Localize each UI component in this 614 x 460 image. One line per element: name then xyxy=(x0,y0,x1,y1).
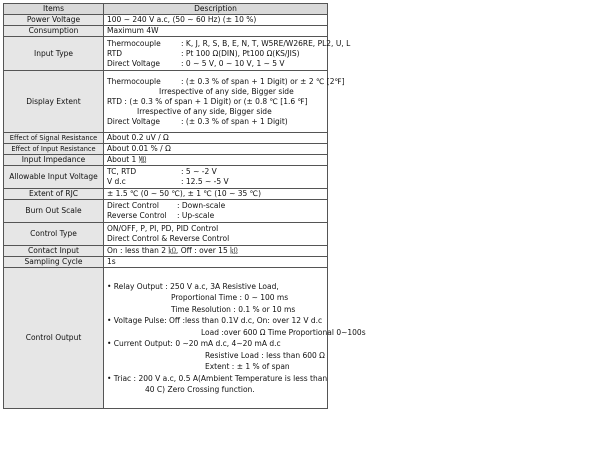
table-row xyxy=(4,257,328,268)
burnout-key: Reverse Control xyxy=(107,211,167,220)
signal-resistance-label: Effect of Signal Resistance xyxy=(4,133,104,144)
consumption-value: Maximum 4W xyxy=(104,26,328,37)
relay-output-line: • Relay Output : 250 V a.c, 3A Resistive Load, xyxy=(107,281,279,291)
contact-input-label: Contact Input xyxy=(4,246,104,257)
relay-output-line: Proportional Time : 0 ~ 100 ms xyxy=(171,293,289,302)
display-extent-value xyxy=(104,71,345,133)
table-row xyxy=(4,189,328,200)
allowable-key: V d.c xyxy=(107,177,126,186)
control-type-line: ON/OFF, P, PI, PD, PID Control xyxy=(107,224,219,233)
control-output-value xyxy=(104,268,366,409)
allowable-key: TC, RTD xyxy=(107,167,137,176)
input-impedance-value: About 1 ㏁ xyxy=(104,155,328,166)
table-row xyxy=(4,26,328,37)
table-row xyxy=(4,71,328,133)
allowable-voltage-label: Allowable Input Voltage xyxy=(4,166,104,189)
triac-line: 40 C) Zero Crossing function. xyxy=(145,385,255,394)
header-row xyxy=(4,4,328,15)
allowable-val: : 5 ~ -2 V xyxy=(181,167,217,176)
control-type-line: Direct Control & Reverse Control xyxy=(107,234,230,243)
table-row xyxy=(4,200,328,223)
input-type-val: : K, J, R, S, B, E, N, T, W5RE/W26RE, PL2, U, L xyxy=(181,38,351,48)
input-type-key: Direct Voltage xyxy=(107,58,160,68)
input-impedance-label: Input Impedance xyxy=(4,155,104,166)
items-header: Items xyxy=(4,4,104,15)
relay-output-line: Time Resolution : 0.1 % or 10 ms xyxy=(171,304,296,314)
control-type-label: Control Type xyxy=(4,223,104,246)
current-output-line: • Current Output: 0 ~20 mA d.c, 4~20 mA d.c xyxy=(107,339,281,348)
signal-resistance-value: About 0.2 uV / Ω xyxy=(104,133,328,144)
power-voltage-label: Power Voltage xyxy=(4,15,104,26)
consumption-label: Consumption xyxy=(4,26,104,37)
table-row xyxy=(4,246,328,257)
rjc-value: ± 1.5 ℃ (0 ~ 50 ℃), ± 1 ℃ (10 ~ 35 ℃) xyxy=(104,189,328,200)
allowable-voltage-value xyxy=(104,166,328,189)
control-type-value xyxy=(104,223,328,246)
table-row xyxy=(4,133,328,144)
specification-table xyxy=(3,3,366,409)
display-tc-note: Irrespective of any side, Bigger side xyxy=(159,86,294,96)
display-rtd: RTD : (± 0.3 % of span + 1 Digit) or (± 0.8 ℃ [1.6 ℉] xyxy=(107,96,308,106)
burnout-value xyxy=(104,200,328,223)
allowable-val: : 12.5 ~ -5 V xyxy=(181,177,229,186)
table-row xyxy=(4,144,328,155)
voltage-pulse-line: Load :over 600 Ω Time Proportional 0~100s xyxy=(201,327,366,337)
burnout-label: Burn Out Scale xyxy=(4,200,104,223)
burnout-val: : Up-scale xyxy=(177,211,215,220)
power-voltage-value: 100 ~ 240 V a.c, (50 ~ 60 Hz) (± 10 %) xyxy=(104,15,328,26)
input-type-val: : 0 ~ 5 V, 0 ~ 10 V, 1 ~ 5 V xyxy=(181,58,285,68)
table-row xyxy=(4,223,328,246)
display-extent-label: Display Extent xyxy=(4,71,104,133)
table-row xyxy=(4,166,328,189)
voltage-pulse-line: • Voltage Pulse: Off :less than 0.1V d.c, On: over 12 V d.c xyxy=(107,316,323,325)
triac-line: • Triac : 200 V a.c, 0.5 A(Ambient Temperature is less than xyxy=(107,373,328,383)
burnout-key: Direct Control xyxy=(107,201,159,210)
display-rtd-note: Irrespective of any side, Bigger side xyxy=(137,106,272,116)
display-dv-key: Direct Voltage xyxy=(107,116,160,126)
display-tc-key: Thermocouple xyxy=(107,76,161,86)
display-tc-val: : (± 0.3 % of span + 1 Digit) or ± 2 ℃ [2℉] xyxy=(181,76,345,86)
input-type-key: RTD xyxy=(107,48,123,58)
table-row xyxy=(4,15,328,26)
input-resistance-label: Effect of Input Resistance xyxy=(4,144,104,155)
sampling-cycle-label: Sampling Cycle xyxy=(4,257,104,268)
burnout-val: : Down-scale xyxy=(177,201,226,210)
description-header: Description xyxy=(104,4,328,15)
table-row xyxy=(4,268,328,409)
input-type-value xyxy=(104,37,351,71)
display-dv-val: : (± 0.3 % of span + 1 Digit) xyxy=(181,116,288,126)
table-row xyxy=(4,155,328,166)
current-output-line: Extent : ± 1 % of span xyxy=(205,362,290,371)
input-resistance-value: About 0.01 % / Ω xyxy=(104,144,328,155)
input-type-val: : Pt 100 Ω(DIN), Pt100 Ω(KS/JIS) xyxy=(181,48,300,58)
sampling-cycle-value: 1s xyxy=(104,257,328,268)
contact-input-value: On : less than 2 ㏀, Off : over 15 ㏀ xyxy=(104,246,328,257)
table-row xyxy=(4,37,328,71)
current-output-line: Resistive Load : less than 600 Ω xyxy=(205,350,325,360)
rjc-label: Extent of RJC xyxy=(4,189,104,200)
input-type-label: Input Type xyxy=(4,37,104,71)
control-output-label: Control Output xyxy=(4,268,104,409)
input-type-key: Thermocouple xyxy=(107,38,161,48)
